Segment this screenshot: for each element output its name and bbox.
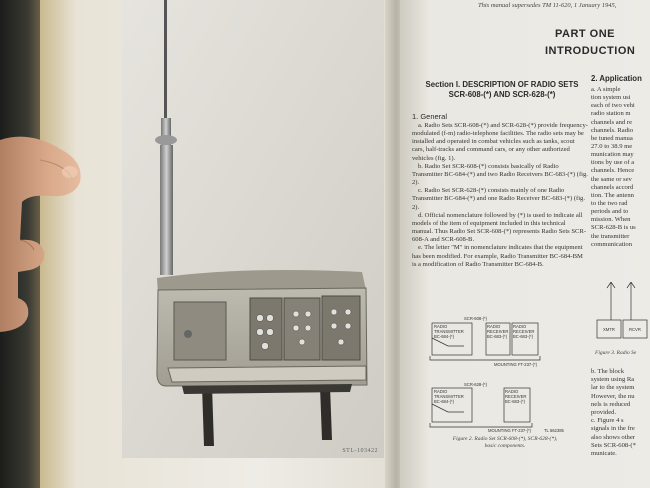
photo-credit: STL-103422	[342, 448, 378, 454]
figure-2-caption-line1: Figure 2. Radio Set SCR-608-(*), SCR-628-(*),	[452, 436, 558, 442]
section-title-line2: SCR-608-(*) AND SCR-628-(*)	[448, 90, 556, 99]
paragraph-c: c. Radio Set SCR-628-(*) consists mainly of one Radio Transmitter BC-684-(*) and one Radio Receiver BC-683-(*) (fig. 2).	[412, 187, 585, 211]
application-line: nels is reduced	[591, 400, 631, 408]
figure-2-diagram	[424, 316, 580, 436]
page-title: INTRODUCTION	[545, 45, 636, 57]
application-line: provided.	[591, 408, 617, 416]
diagram-tx-label: RADIO TRANSMITTER BC-684-(*)	[434, 324, 464, 339]
fig3-rcvr-label: RCVR	[629, 327, 641, 332]
application-line: communication	[591, 240, 633, 248]
application-line: mission. When	[591, 216, 631, 224]
application-line: be tuned manua	[591, 134, 633, 142]
application-line: radio station m	[591, 110, 631, 118]
application-line: channels. Radio	[591, 126, 634, 134]
application-line: municate.	[591, 449, 617, 457]
paragraph-b: b. Radio Set SCR-608-(*) consists basically of Radio Transmitter BC-684-(*) and two Radio Receivers BC-683-(*) (fig. 2).	[412, 162, 588, 187]
application-line: tion. The antenn	[591, 191, 634, 199]
fig3-xmtr-label: XMTR	[603, 327, 615, 332]
application-line: SCR-628-B is us	[591, 224, 636, 232]
application-line: tions by use of a	[591, 159, 635, 167]
application-heading: 2. Application	[591, 74, 642, 83]
general-body	[412, 122, 588, 269]
application-line: Sets SCR-608-(*	[591, 441, 636, 449]
application-line: to the two rad	[591, 199, 628, 207]
application-line: However, the nu	[591, 392, 635, 400]
diagram-rx3-label: RADIO RECEIVER BC-683-(*)	[505, 389, 527, 404]
application-line: also shows other	[591, 433, 635, 441]
application-body	[591, 86, 650, 249]
application-line: the transmitter	[591, 232, 630, 240]
diagram-rx1-label: RADIO RECEIVER BC-683-(*)	[487, 324, 509, 339]
diagram-rx2-label: RADIO RECEIVER BC-683-(*)	[513, 324, 535, 339]
application-line: each of two vehi	[591, 102, 635, 110]
application-line: 27.0 to 38.9 me	[591, 142, 633, 150]
section-title	[412, 80, 592, 100]
application-line: signals in the fre	[591, 425, 635, 433]
application-line: tion system usi	[591, 94, 631, 102]
right-page	[400, 0, 650, 488]
radio-set-photo	[122, 0, 384, 458]
figure-2-caption	[420, 436, 590, 450]
application-line: lar to the system	[591, 384, 635, 392]
paragraph-e: e. The letter "M" in nomenclature indicates that the equipment has been modified. For example, Radio Transmitter BC-684-BM is a modification of Radio Transmitter BC-684-B.	[412, 244, 583, 268]
paragraph-a: a. Radio Sets SCR-608-(*) and SCR-628-(*) provide frequency-modulated (f-m) radio-telephone facilities. The radio sets may be installed and operated in combat vehicles such as tanks, scout cars, half-tracks and command cars, or any other authorized vehicles (fig. 1).	[412, 122, 588, 162]
application-line: b. The block	[591, 368, 625, 375]
general-heading: 1. General	[412, 112, 448, 121]
application-line: channels accord	[591, 183, 634, 191]
diagram-mounting-1: MOUNTING FT-237-(*)	[494, 362, 538, 367]
diagram-ref: TL 562385	[544, 428, 564, 433]
application-line: the same or sev	[591, 175, 632, 183]
paragraph-d: d. Official nomenclature followed by (*) is used to indicate all models of the item of equipment included in this technical manual. Thus Radio Set SCR-608-(*) represents Radio Sets SCR-608-A and SCR-608-B.	[412, 211, 587, 244]
figure-3-caption: Figure 3. Radio Se	[595, 350, 637, 356]
diagram-bottom-label: SCR-628-(*)	[464, 382, 488, 387]
application-line: periods and to	[591, 208, 629, 216]
hand-holding-book	[0, 120, 90, 350]
application-line: a. A simple	[591, 86, 621, 93]
application-line: c. Figure 4 s	[591, 417, 624, 425]
figure-2-caption-line2: basic components.	[484, 443, 526, 449]
application-continued	[591, 368, 650, 458]
diagram-mounting-2: MOUNTING FT-237-(*)	[488, 428, 532, 433]
part-heading: PART ONE	[555, 28, 616, 40]
radio-set-illustration	[122, 0, 384, 458]
application-line: munication may	[591, 151, 634, 159]
application-line: channels. Hence	[591, 167, 635, 175]
figure-3-lines	[593, 282, 650, 346]
figure-3-diagram	[593, 282, 650, 346]
application-line: channels and re	[591, 118, 633, 126]
section-title-line1: Section I. DESCRIPTION OF RADIO SETS	[425, 80, 579, 89]
diagram-tx2-label: RADIO TRANSMITTER BC-684-(*)	[434, 389, 464, 404]
diagram-top-label: SCR-608-(*)	[464, 316, 488, 321]
application-line: system using Ra	[591, 376, 635, 384]
supersedes-note: This manual supersedes TM 11-620, 1 January 1945,	[478, 2, 617, 9]
